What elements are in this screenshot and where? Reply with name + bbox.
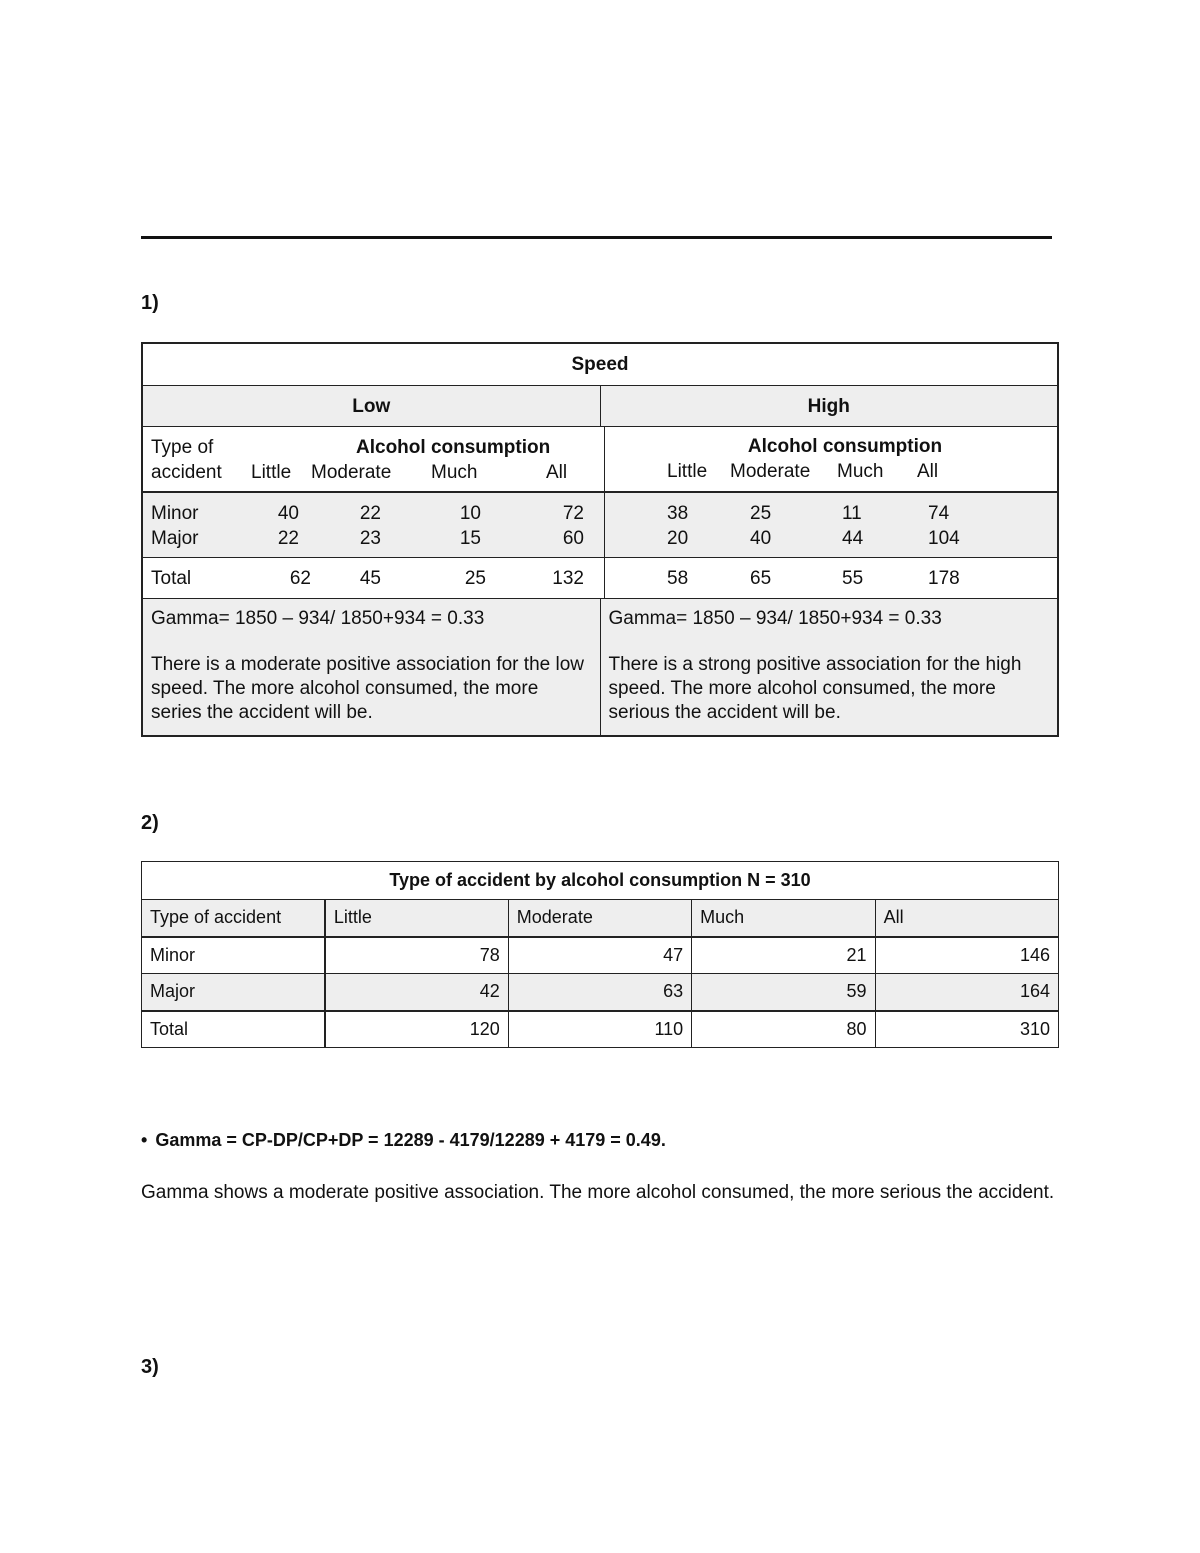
minor-major-rows [143,491,1057,557]
conclusion-text: Gamma shows a moderate positive association. The more alcohol consumed, the more serious the accident. [141,1182,1055,1203]
low-total: Total 62 45 25 132 [151,568,584,589]
low-note: There is a moderate positive association for the low speed. The more alcohol consumed, the more series the accident will be. [151,654,584,723]
section-3-label: 3) [141,1356,159,1378]
accident-table [141,861,1059,1048]
speed-title-row [143,344,1057,385]
gamma-formula: • Gamma = CP-DP/CP+DP = 12289 - 4179/12289 + 4179 = 0.49. [141,1130,666,1150]
high-column-headers: Alcohol consumption Little Moderate Much All [604,427,1085,491]
total-row [143,557,1057,598]
high-note: There is a strong positive association for the high speed. The more alcohol consumed, the more serious the accident will be. [608,654,1022,723]
bullet-icon: • [141,1130,148,1150]
speed-table [141,342,1059,737]
section-1-label: 1) [141,292,159,314]
low-column-headers: Type of Alcohol consumption accident Little Moderate Much All [143,427,604,491]
high-total: 58 65 55 178 [604,558,1085,598]
low-minor-major: Minor 40 22 10 72 Major 22 23 15 60 [151,503,584,549]
table-row: Minor 78 47 21 146 [142,937,1059,974]
column-header-row [143,426,1057,491]
gamma-row [143,598,1057,735]
low-speed-label: Low [352,396,391,417]
accident-table-header: Type of accident Little Moderate Much All [142,900,1059,937]
section-2-label: 2) [141,812,159,834]
high-speed-label: High [600,386,1058,426]
speed-level-row [143,385,1057,426]
high-gamma-cell [600,599,1058,735]
high-alcohol-header: Alcohol consumption [747,436,943,457]
table-row: Major 42 63 59 164 [142,974,1059,1011]
high-gamma: Gamma= 1850 – 934/ 1850+934 = 0.33 [608,608,942,629]
accident-table-title: Type of accident by alcohol consumption N = 310 [142,862,1059,900]
table-row: Total 120 110 80 310 [142,1011,1059,1048]
low-alcohol-header: Alcohol consumption [356,437,551,458]
speed-title: Speed [571,354,629,375]
low-gamma: Gamma= 1850 – 934/ 1850+934 = 0.33 [151,608,485,629]
high-minor-major: 38 25 11 74 20 40 44 104 [604,493,1085,557]
horizontal-rule [141,236,1052,239]
low-gamma-cell [143,599,600,735]
